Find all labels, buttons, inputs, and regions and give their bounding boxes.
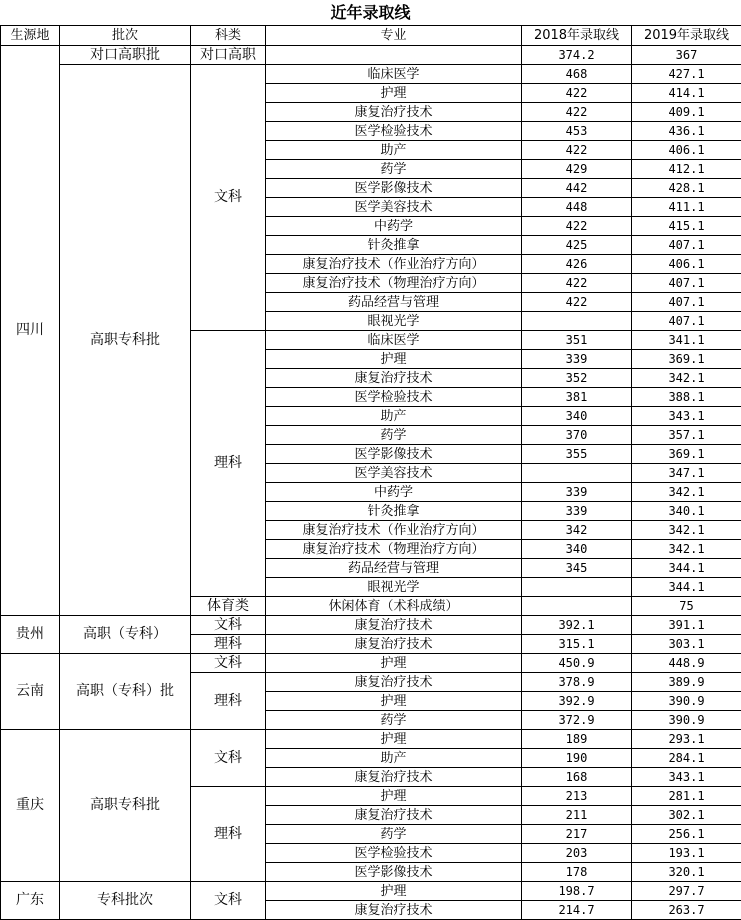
score-2019-cell: 344.1 [632, 578, 741, 597]
score-2018-cell: 468 [522, 65, 632, 84]
major-cell: 康复治疗技术 [266, 901, 522, 920]
score-2018-cell: 339 [522, 483, 632, 502]
major-cell: 助产 [266, 141, 522, 160]
major-cell: 医学检验技术 [266, 844, 522, 863]
major-cell: 休闲体育（术科成绩） [266, 597, 522, 616]
score-2018-cell: 345 [522, 559, 632, 578]
header-batch: 批次 [60, 26, 191, 46]
major-cell: 药学 [266, 711, 522, 730]
score-2019-cell: 369.1 [632, 445, 741, 464]
major-cell: 药品经营与管理 [266, 559, 522, 578]
score-2019-cell: 281.1 [632, 787, 741, 806]
score-2019-cell: 347.1 [632, 464, 741, 483]
major-cell: 针灸推拿 [266, 236, 522, 255]
major-cell: 康复治疗技术 [266, 768, 522, 787]
score-2018-cell: 351 [522, 331, 632, 350]
score-2018-cell [522, 597, 632, 616]
category-cell: 理科 [191, 673, 266, 730]
score-2018-cell: 340 [522, 540, 632, 559]
score-2018-cell: 339 [522, 502, 632, 521]
score-2019-cell: 407.1 [632, 312, 741, 331]
major-cell: 眼视光学 [266, 312, 522, 331]
score-2019-cell: 391.1 [632, 616, 741, 635]
region-cell: 贵州 [1, 616, 60, 654]
category-cell: 理科 [191, 331, 266, 597]
category-cell: 体育类 [191, 597, 266, 616]
score-2018-cell: 422 [522, 84, 632, 103]
score-2019-cell: 302.1 [632, 806, 741, 825]
score-2019-cell: 284.1 [632, 749, 741, 768]
score-2019-cell: 320.1 [632, 863, 741, 882]
major-cell: 医学检验技术 [266, 122, 522, 141]
table-row [1, 882, 741, 901]
page-title: 近年录取线 [0, 0, 741, 25]
score-2019-cell: 342.1 [632, 521, 741, 540]
major-cell: 临床医学 [266, 65, 522, 84]
major-cell: 医学影像技术 [266, 445, 522, 464]
major-cell: 康复治疗技术 [266, 616, 522, 635]
header-2019: 2019年录取线 [632, 26, 741, 46]
table-row [1, 65, 741, 84]
score-2018-cell: 422 [522, 103, 632, 122]
score-2019-cell: 388.1 [632, 388, 741, 407]
score-2018-cell: 214.7 [522, 901, 632, 920]
score-2018-cell: 422 [522, 217, 632, 236]
major-cell: 康复治疗技术（物理治疗方向） [266, 540, 522, 559]
score-2019-cell: 369.1 [632, 350, 741, 369]
major-cell: 医学美容技术 [266, 464, 522, 483]
score-2018-cell: 211 [522, 806, 632, 825]
batch-cell: 高职（专科） [60, 616, 191, 654]
score-2018-cell: 352 [522, 369, 632, 388]
table-row [1, 616, 741, 635]
batch-cell: 专科批次 [60, 882, 191, 920]
score-2019-cell: 263.7 [632, 901, 741, 920]
score-2018-cell: 339 [522, 350, 632, 369]
score-2019-cell: 367 [632, 46, 741, 65]
batch-cell: 对口高职批 [60, 46, 191, 65]
score-2019-cell: 412.1 [632, 160, 741, 179]
score-2019-cell: 193.1 [632, 844, 741, 863]
major-cell: 医学影像技术 [266, 179, 522, 198]
score-2018-cell: 442 [522, 179, 632, 198]
score-2018-cell: 178 [522, 863, 632, 882]
header-2018: 2018年录取线 [522, 26, 632, 46]
major-cell: 临床医学 [266, 331, 522, 350]
major-cell: 康复治疗技术 [266, 103, 522, 122]
major-cell [266, 46, 522, 65]
region-cell: 四川 [1, 46, 60, 616]
score-2019-cell: 409.1 [632, 103, 741, 122]
table-row [1, 46, 741, 65]
major-cell: 康复治疗技术（物理治疗方向） [266, 274, 522, 293]
major-cell: 针灸推拿 [266, 502, 522, 521]
major-cell: 护理 [266, 84, 522, 103]
major-cell: 药品经营与管理 [266, 293, 522, 312]
score-2019-cell: 415.1 [632, 217, 741, 236]
score-2019-cell: 407.1 [632, 274, 741, 293]
score-2019-cell: 411.1 [632, 198, 741, 217]
score-2018-cell: 422 [522, 293, 632, 312]
category-cell: 理科 [191, 787, 266, 882]
score-2019-cell: 407.1 [632, 236, 741, 255]
score-2019-cell: 427.1 [632, 65, 741, 84]
score-2018-cell [522, 312, 632, 331]
admission-score-table [0, 25, 741, 920]
category-cell: 文科 [191, 65, 266, 331]
major-cell: 医学影像技术 [266, 863, 522, 882]
major-cell: 护理 [266, 350, 522, 369]
major-cell: 康复治疗技术 [266, 369, 522, 388]
score-2019-cell: 343.1 [632, 768, 741, 787]
score-2018-cell: 213 [522, 787, 632, 806]
category-cell: 文科 [191, 654, 266, 673]
major-cell: 医学检验技术 [266, 388, 522, 407]
score-2018-cell: 425 [522, 236, 632, 255]
score-2019-cell: 303.1 [632, 635, 741, 654]
score-2019-cell: 342.1 [632, 369, 741, 388]
score-2018-cell: 381 [522, 388, 632, 407]
header-row [1, 26, 741, 46]
major-cell: 药学 [266, 426, 522, 445]
score-2019-cell: 293.1 [632, 730, 741, 749]
score-2018-cell: 342 [522, 521, 632, 540]
score-2018-cell: 378.9 [522, 673, 632, 692]
major-cell: 护理 [266, 692, 522, 711]
score-2018-cell: 392.9 [522, 692, 632, 711]
category-cell: 文科 [191, 616, 266, 635]
batch-cell: 高职专科批 [60, 65, 191, 616]
score-2018-cell: 453 [522, 122, 632, 141]
score-2018-cell: 198.7 [522, 882, 632, 901]
score-2019-cell: 341.1 [632, 331, 741, 350]
score-2018-cell: 422 [522, 274, 632, 293]
score-2018-cell [522, 464, 632, 483]
score-2019-cell: 256.1 [632, 825, 741, 844]
score-2018-cell: 189 [522, 730, 632, 749]
score-2019-cell: 342.1 [632, 540, 741, 559]
score-2018-cell: 203 [522, 844, 632, 863]
major-cell: 眼视光学 [266, 578, 522, 597]
major-cell: 助产 [266, 407, 522, 426]
score-2019-cell: 406.1 [632, 141, 741, 160]
score-2019-cell: 297.7 [632, 882, 741, 901]
score-2019-cell: 390.9 [632, 711, 741, 730]
category-cell: 对口高职 [191, 46, 266, 65]
score-2019-cell: 344.1 [632, 559, 741, 578]
score-2019-cell: 357.1 [632, 426, 741, 445]
major-cell: 医学美容技术 [266, 198, 522, 217]
score-2018-cell: 374.2 [522, 46, 632, 65]
score-2019-cell: 448.9 [632, 654, 741, 673]
header-region: 生源地 [1, 26, 60, 46]
score-2018-cell: 355 [522, 445, 632, 464]
score-2019-cell: 389.9 [632, 673, 741, 692]
score-2018-cell: 315.1 [522, 635, 632, 654]
major-cell: 康复治疗技术 [266, 673, 522, 692]
table-row [1, 730, 741, 749]
major-cell: 康复治疗技术 [266, 806, 522, 825]
major-cell: 康复治疗技术 [266, 635, 522, 654]
category-cell: 文科 [191, 730, 266, 787]
table-row [1, 654, 741, 673]
region-cell: 重庆 [1, 730, 60, 882]
region-cell: 云南 [1, 654, 60, 730]
score-2019-cell: 390.9 [632, 692, 741, 711]
major-cell: 康复治疗技术（作业治疗方向） [266, 521, 522, 540]
score-2018-cell: 429 [522, 160, 632, 179]
score-2018-cell: 372.9 [522, 711, 632, 730]
major-cell: 护理 [266, 882, 522, 901]
score-2018-cell: 340 [522, 407, 632, 426]
score-2018-cell: 448 [522, 198, 632, 217]
score-2019-cell: 342.1 [632, 483, 741, 502]
header-major: 专业 [266, 26, 522, 46]
score-2018-cell: 217 [522, 825, 632, 844]
score-2018-cell: 168 [522, 768, 632, 787]
batch-cell: 高职专科批 [60, 730, 191, 882]
category-cell: 文科 [191, 882, 266, 920]
major-cell: 康复治疗技术（作业治疗方向） [266, 255, 522, 274]
major-cell: 助产 [266, 749, 522, 768]
major-cell: 中药学 [266, 217, 522, 236]
score-2018-cell [522, 578, 632, 597]
score-2019-cell: 406.1 [632, 255, 741, 274]
header-category: 科类 [191, 26, 266, 46]
region-cell: 广东 [1, 882, 60, 920]
batch-cell: 高职（专科）批 [60, 654, 191, 730]
score-2018-cell: 450.9 [522, 654, 632, 673]
score-2019-cell: 343.1 [632, 407, 741, 426]
score-2019-cell: 436.1 [632, 122, 741, 141]
major-cell: 护理 [266, 787, 522, 806]
score-2018-cell: 426 [522, 255, 632, 274]
score-2019-cell: 428.1 [632, 179, 741, 198]
major-cell: 药学 [266, 825, 522, 844]
major-cell: 护理 [266, 730, 522, 749]
score-2018-cell: 392.1 [522, 616, 632, 635]
score-2018-cell: 190 [522, 749, 632, 768]
score-2018-cell: 422 [522, 141, 632, 160]
major-cell: 药学 [266, 160, 522, 179]
score-2018-cell: 370 [522, 426, 632, 445]
category-cell: 理科 [191, 635, 266, 654]
major-cell: 护理 [266, 654, 522, 673]
score-2019-cell: 75 [632, 597, 741, 616]
score-2019-cell: 414.1 [632, 84, 741, 103]
score-2019-cell: 340.1 [632, 502, 741, 521]
major-cell: 中药学 [266, 483, 522, 502]
score-2019-cell: 407.1 [632, 293, 741, 312]
